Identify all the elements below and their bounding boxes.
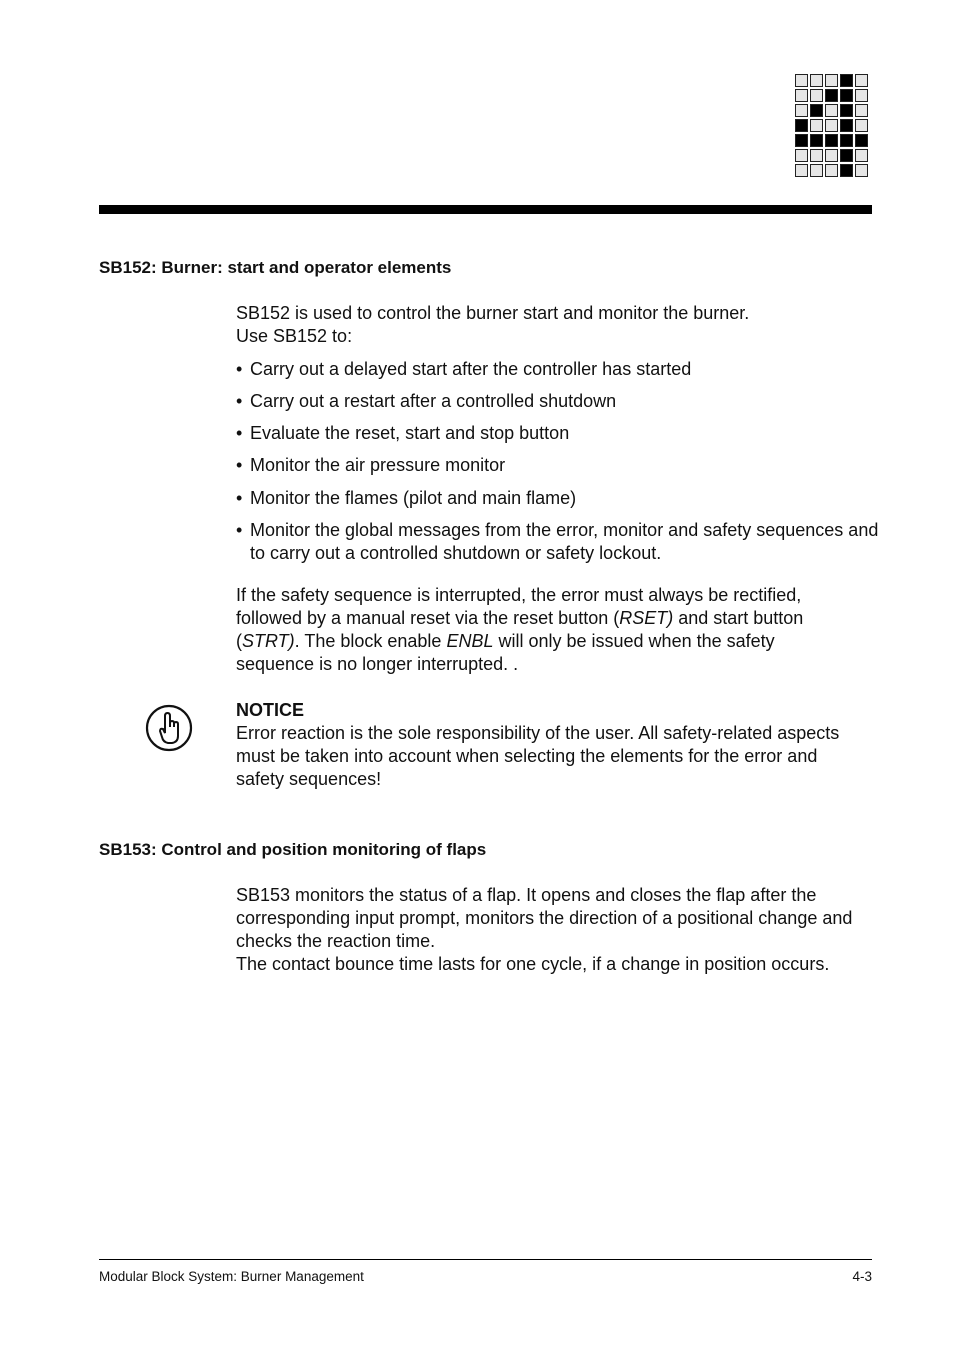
logo-cell bbox=[855, 74, 868, 87]
logo-cell bbox=[810, 89, 823, 102]
bullet-icon: • bbox=[236, 520, 243, 540]
bullet-item bbox=[236, 454, 890, 477]
sb153-text-2: The contact bounce time lasts for one cycle, if a change in position occurs. bbox=[236, 954, 830, 974]
text: If the safety sequence is interrupted, the error must always be rectified, followed by a manual reset via the reset button ( bbox=[236, 585, 802, 628]
sb153-text-1: SB153 monitors the status of a flap. It opens and closes the flap after the corresponding input prompt, monitors the direction of a positional change and checks the reaction time. bbox=[236, 885, 853, 951]
logo-cell bbox=[825, 119, 838, 132]
logo-cell bbox=[795, 134, 808, 147]
logo-cell bbox=[825, 104, 838, 117]
text: . The block enable bbox=[294, 631, 447, 651]
logo-cell bbox=[810, 149, 823, 162]
notice-text: Error reaction is the sole responsibility of the user. All safety-related aspects must be taken into account when selecting the elements for the error and safety sequences! bbox=[236, 723, 840, 789]
bullet-text: Carry out a delayed start after the controller has started bbox=[250, 359, 692, 379]
logo-cell bbox=[810, 134, 823, 147]
footer-title: Modular Block System: Burner Management bbox=[99, 1269, 364, 1284]
logo-cell bbox=[795, 149, 808, 162]
bullet-item bbox=[236, 358, 890, 381]
logo-cell bbox=[795, 89, 808, 102]
bullet-text: Carry out a restart after a controlled shutdown bbox=[250, 391, 617, 411]
logo-cell bbox=[855, 119, 868, 132]
logo-cell bbox=[840, 89, 853, 102]
logo-cell bbox=[840, 134, 853, 147]
logo-cell bbox=[810, 164, 823, 177]
logo-cell bbox=[795, 74, 808, 87]
bullet-item bbox=[236, 422, 890, 445]
rset-term: RSET) bbox=[619, 608, 674, 628]
enbl-term: ENBL bbox=[446, 631, 494, 651]
logo-cell bbox=[840, 104, 853, 117]
text: will only be issued when the safety sequence is no longer interrupted. . bbox=[236, 631, 775, 674]
notice-block bbox=[236, 699, 856, 791]
bullet-icon: • bbox=[236, 488, 243, 508]
logo-cell bbox=[825, 164, 838, 177]
text: and start button ( bbox=[236, 608, 804, 651]
logo-cell bbox=[855, 164, 868, 177]
intro-line-1: SB152 is used to control the burner start and monitor the burner. bbox=[236, 303, 750, 323]
logo-cell bbox=[825, 134, 838, 147]
footer-rule bbox=[99, 1259, 872, 1260]
logo-cell bbox=[810, 104, 823, 117]
intro-line-2: Use SB152 to: bbox=[236, 326, 353, 346]
bullet-text: Monitor the air pressure monitor bbox=[250, 455, 506, 475]
logo-cell bbox=[795, 119, 808, 132]
logo-cell bbox=[840, 149, 853, 162]
pointing-hand-notice-icon bbox=[145, 703, 193, 753]
logo-grid-icon bbox=[795, 74, 868, 177]
logo-cell bbox=[840, 164, 853, 177]
bullet-text: Evaluate the reset, start and stop button bbox=[250, 423, 570, 443]
bullet-icon: • bbox=[236, 391, 243, 411]
page-number: 4-3 bbox=[852, 1269, 872, 1284]
logo-cell bbox=[855, 134, 868, 147]
safety-paragraph bbox=[236, 584, 851, 676]
bullet-item bbox=[236, 487, 890, 510]
logo-cell bbox=[825, 149, 838, 162]
logo-cell bbox=[810, 74, 823, 87]
bullet-icon: • bbox=[236, 359, 243, 379]
logo-cell bbox=[840, 119, 853, 132]
logo-cell bbox=[810, 119, 823, 132]
logo-cell bbox=[855, 104, 868, 117]
bullet-item bbox=[236, 519, 890, 565]
header-rule bbox=[99, 205, 872, 214]
logo-cell bbox=[825, 89, 838, 102]
logo-cell bbox=[825, 74, 838, 87]
logo-cell bbox=[840, 74, 853, 87]
strt-term: STRT) bbox=[242, 631, 295, 651]
bullet-icon: • bbox=[236, 423, 243, 443]
intro-text bbox=[236, 302, 886, 348]
section-heading-sb153: SB153: Control and position monitoring of flaps bbox=[99, 840, 487, 859]
notice-title: NOTICE bbox=[236, 700, 305, 720]
sb153-paragraph bbox=[236, 884, 866, 976]
bullet-text: Monitor the flames (pilot and main flame) bbox=[250, 488, 577, 508]
section-heading-sb152: SB152: Burner: start and operator elements bbox=[99, 258, 452, 277]
bullet-item bbox=[236, 390, 890, 413]
bullet-text: Monitor the global messages from the error, monitor and safety sequences and to carry out a controlled shutdown or safety lockout. bbox=[250, 520, 879, 563]
logo-cell bbox=[795, 164, 808, 177]
logo-cell bbox=[855, 89, 868, 102]
bullet-icon: • bbox=[236, 455, 243, 475]
logo-cell bbox=[795, 104, 808, 117]
logo-cell bbox=[855, 149, 868, 162]
